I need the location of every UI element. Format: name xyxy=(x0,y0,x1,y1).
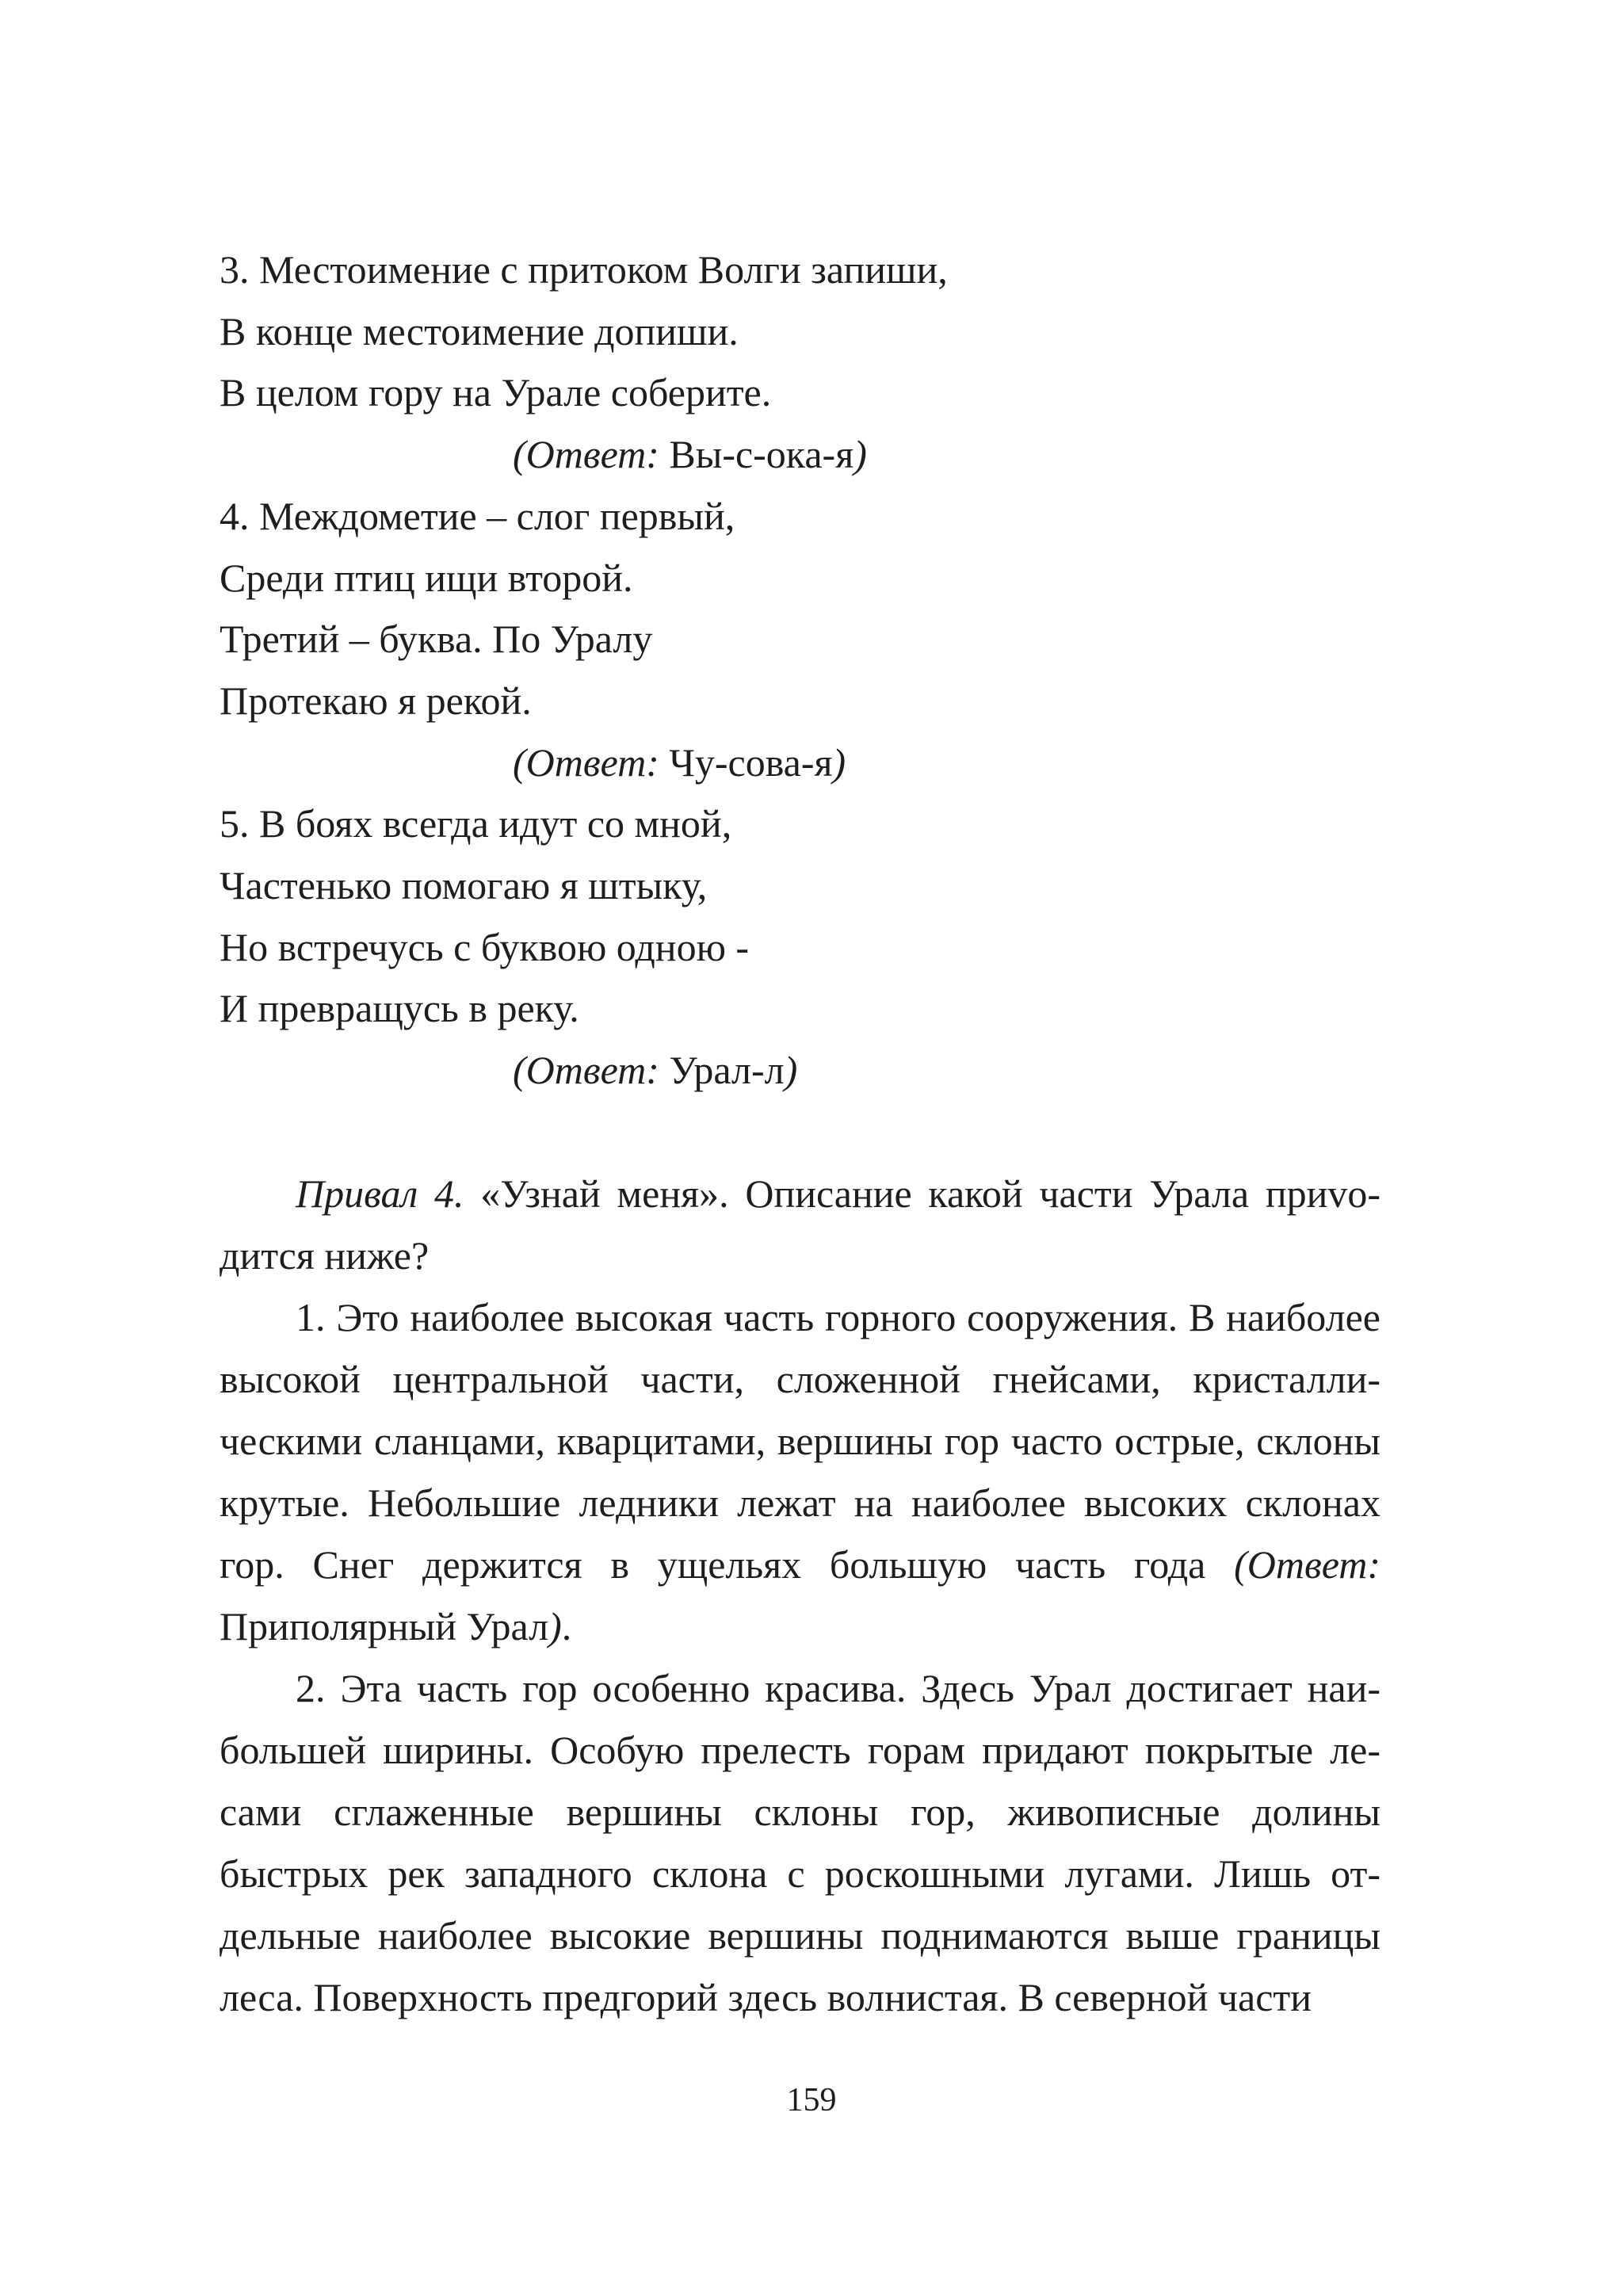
item-2-text: 2. Эта часть гор особенно красива. Здесь Урал достигает наибольшей ширины. Особую прелесть горам придают покрытые лесами сглаженные вершины склоны гор, живописные долины быстрых рек западного склона с роскошными лугами. Лишь отдельные наиболее высокие вершины поднимаются выше границы леса. Поверхность предгорий здесь волнистая. В северной части xyxy=(220,1666,1381,2019)
answer-text: Чу-сова-я xyxy=(659,739,833,785)
riddle-4-line-4: Протекаю я рекой. xyxy=(220,678,532,723)
section-intro xyxy=(220,1163,1381,1286)
answer-text: Урал-л xyxy=(659,1048,785,1093)
answer-label: Ответ: xyxy=(525,739,659,785)
riddle-4-line-3: Третий – буква. По Уралу xyxy=(220,617,653,662)
item-1-answer-open: (Ответ: xyxy=(1234,1542,1381,1587)
riddle-5-answer: (Ответ: Урал-л) xyxy=(513,1048,798,1093)
item-1-text: 1. Это наиболее высокая часть горного сооружения. В наиболее высокой центральной части, сложенной гнейсами, кристаллическими сланцами, кварцитами, вершины гор часто острые, склоны крутые. Небольшие ледники лежат на наиболее высоких склонах гор. Снег держится в ущельях большую часть года xyxy=(220,1295,1381,1587)
answer-label: Ответ: xyxy=(525,1048,659,1093)
item-1-paragraph: 1. Это наиболее высокая часть горного сооружения. В наиболее высокой центральной части, сложенной гнейсами, кристаллическими сланцами, кварцитами, вершины гор часто острые, склоны крутые. Небольшие ледники лежат на наиболее высоких склонах гор. Снег держится в ущельях большую часть года (Ответ: Приполярный Урал). xyxy=(220,1295,1381,1648)
riddle-3-line-3: В целом гору на Урале соберите. xyxy=(220,370,772,415)
riddle-4-line-2: Среди птиц ищи второй. xyxy=(220,555,633,600)
riddle-5-line-2: Частенько помогаю я штыку, xyxy=(220,863,708,908)
item-1-answer-close: ) xyxy=(548,1604,562,1648)
riddle-5-line-1: 5. В боях всегда идут со мной, xyxy=(220,801,732,846)
riddle-3-answer: (Ответ: Вы-с-ока-я) xyxy=(513,432,867,477)
section-privál-4 xyxy=(220,1163,1381,2028)
riddles-block xyxy=(220,239,1408,1102)
section-label: Привал 4. xyxy=(296,1171,464,1216)
riddle-4-line-1: 4. Междометие – слог первый, xyxy=(220,493,735,538)
answer-text: Вы-с-ока-я xyxy=(659,432,854,477)
item-2-paragraph xyxy=(220,1657,1381,2028)
answer-label: Ответ: xyxy=(525,432,659,477)
riddle-5-line-4: И превращусь в реку. xyxy=(220,986,579,1031)
riddle-4-answer: (Ответ: Чу-сова-я) xyxy=(513,739,846,785)
riddle-3-line-1: 3. Местоимение с притоком Волги запиши, xyxy=(220,247,948,292)
item-1-answer-text: Приполярный Урал xyxy=(220,1604,549,1648)
riddle-3-line-2: В конце местоимение допиши. xyxy=(220,308,739,353)
page-number: 159 xyxy=(786,2082,837,2118)
section-intro-text: «Узнай меня». Описание какой части Урала приvодится ниже? xyxy=(220,1171,1381,1278)
riddle-5-line-3: Но встречусь с буквою одною - xyxy=(220,924,750,969)
